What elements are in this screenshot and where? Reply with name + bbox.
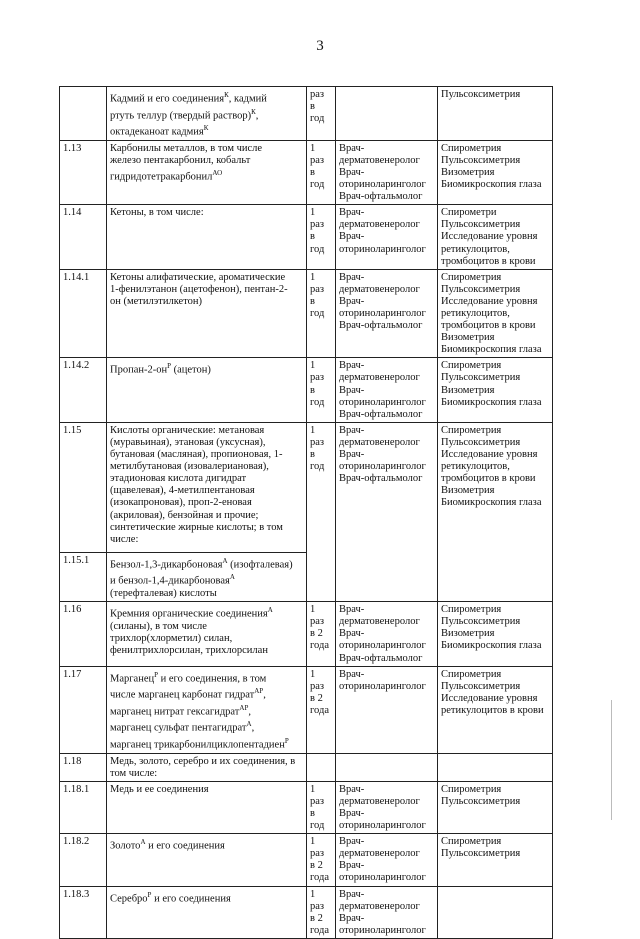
row-number: 1.18.1 bbox=[63, 783, 90, 795]
tests-cell bbox=[438, 886, 553, 938]
test-line: Пульсоксиметрия bbox=[441, 436, 521, 448]
frequency-cell bbox=[307, 666, 336, 753]
test-line: Пульсоксиметрия bbox=[441, 89, 521, 100]
frequency-line: в 2 bbox=[310, 692, 323, 704]
frequency-line: раз bbox=[310, 154, 325, 166]
substance-name-line: Кислоты органические: метановая bbox=[110, 424, 265, 436]
substance-name-line: (изокапроновая), проп-2-еновая bbox=[110, 497, 252, 509]
test-line: Биомикроскопия глаза bbox=[441, 179, 542, 191]
frequency-line: год bbox=[310, 243, 325, 255]
frequency-cell bbox=[307, 602, 336, 666]
frequency-line: года bbox=[310, 704, 329, 716]
doctors-cell bbox=[336, 753, 438, 781]
substance-name-line: октадеканоат кадмия$^К$ bbox=[110, 124, 209, 138]
substance-name-line: (акриловая), бензойная и прочие; bbox=[110, 509, 259, 521]
frequency-cell bbox=[307, 205, 336, 269]
substance-name-line: трихлор(хлорметил) силан, bbox=[110, 632, 233, 644]
doctor-line: Врач- bbox=[339, 166, 365, 178]
table-row bbox=[60, 602, 553, 666]
scan-edge-mark bbox=[611, 700, 612, 820]
doctor-line: дерматовенеролог bbox=[339, 795, 420, 807]
doctor-line: Врач- bbox=[339, 271, 365, 283]
table-row bbox=[60, 666, 553, 753]
tests-cell bbox=[438, 87, 553, 141]
doctors-cell bbox=[336, 886, 438, 938]
frequency-cell bbox=[307, 358, 336, 422]
frequency-line: 1 bbox=[310, 424, 316, 436]
frequency-line: 1 bbox=[310, 207, 316, 219]
test-line: Спирометрия bbox=[441, 424, 502, 436]
tests-cell bbox=[438, 269, 553, 358]
frequency-line: раз bbox=[310, 900, 325, 912]
row-number: 1.16 bbox=[63, 604, 82, 616]
row-number-cell bbox=[60, 358, 107, 422]
row-number: 1.13 bbox=[63, 142, 82, 154]
row-number-cell bbox=[60, 666, 107, 753]
table-row bbox=[60, 781, 553, 833]
substance-name-line: бутановая (масляная), пропионовая, 1- bbox=[110, 449, 283, 461]
doctor-line: дерматовенеролог bbox=[339, 616, 420, 628]
substance-name-line: (терефталевая) кислоты bbox=[110, 588, 217, 600]
table-row bbox=[60, 358, 553, 422]
doctor-line: Врач-офтальмолог bbox=[339, 191, 423, 203]
doctor-line: дерматовенеролог bbox=[339, 900, 420, 912]
row-number: 1.17 bbox=[63, 668, 82, 680]
frequency-line: 1 bbox=[310, 836, 316, 848]
doctor-line: Врач- bbox=[339, 207, 365, 219]
tests-cell bbox=[438, 205, 553, 269]
frequency-cell bbox=[307, 781, 336, 833]
doctor-line: Врач- bbox=[339, 424, 365, 436]
frequency-line: в bbox=[310, 807, 315, 819]
substance-name-cell bbox=[107, 666, 307, 753]
frequency-cell bbox=[307, 269, 336, 358]
substance-name-cell bbox=[107, 781, 307, 833]
test-line: Визометрия bbox=[441, 628, 495, 640]
test-line: Визометрия bbox=[441, 384, 495, 396]
test-line: Исследование уровня bbox=[441, 692, 538, 704]
test-line: Исследование уровня bbox=[441, 449, 538, 461]
tests-cell bbox=[438, 422, 553, 552]
frequency-cell bbox=[307, 552, 336, 601]
frequency-line: 1 bbox=[310, 271, 316, 283]
doctor-line: оториноларинголог bbox=[339, 396, 426, 408]
frequency-line: 1 bbox=[310, 360, 316, 372]
tests-cell bbox=[438, 834, 553, 886]
test-line: Пульсоксиметрия bbox=[441, 616, 521, 628]
tests-cell bbox=[438, 666, 553, 753]
frequency-line: год bbox=[310, 820, 325, 832]
tests-cell bbox=[438, 781, 553, 833]
substance-name-line: фенилтрихлорсилан, трихлорсилан bbox=[110, 644, 268, 656]
substance-name-cell bbox=[107, 205, 307, 269]
test-line: тромбоцитов в крови bbox=[441, 320, 536, 332]
doctor-line: оториноларинголог bbox=[339, 680, 426, 692]
test-line: тромбоцитов в крови bbox=[441, 473, 536, 485]
doctors-cell bbox=[336, 269, 438, 358]
substance-name-line: (силаны), в том числе bbox=[110, 620, 207, 632]
test-line: Спирометрия bbox=[441, 271, 502, 283]
doctor-line: Врач- bbox=[339, 668, 365, 680]
substance-name-line: Медь и ее соединения bbox=[110, 783, 209, 795]
substance-name-line: марганец сульфат пентагидрат$^А$, bbox=[110, 720, 255, 734]
doctor-line: дерматовенеролог bbox=[339, 372, 420, 384]
table-row bbox=[60, 886, 553, 938]
doctor-line: Врач-офтальмолог bbox=[339, 408, 423, 420]
doctor-line: дерматовенеролог bbox=[339, 283, 420, 295]
doctor-line: Врач-офтальмолог bbox=[339, 320, 423, 332]
test-line: ретикулоцитов в крови bbox=[441, 704, 544, 716]
test-line: Спирометри bbox=[441, 207, 497, 219]
test-line: ретикулоцитов, bbox=[441, 461, 510, 473]
table-row bbox=[60, 205, 553, 269]
substance-name-cell bbox=[107, 834, 307, 886]
test-line: Визометрия bbox=[441, 166, 495, 178]
substance-name-cell bbox=[107, 269, 307, 358]
substance-name-line: этадионовая кислота дигидрат bbox=[110, 473, 247, 485]
doctors-cell bbox=[336, 602, 438, 666]
frequency-cell bbox=[307, 87, 336, 141]
row-number: 1.18.2 bbox=[63, 836, 90, 848]
test-line: Биомикроскопия глаза bbox=[441, 396, 542, 408]
substance-name-line: ртуть теллур (твердый раствор)$^К$, bbox=[110, 107, 259, 122]
substance-name-cell bbox=[107, 140, 307, 204]
doctors-cell bbox=[336, 834, 438, 886]
frequency-line: в bbox=[310, 166, 315, 178]
table-row bbox=[60, 140, 553, 204]
doctor-line: оториноларинголог bbox=[339, 924, 426, 936]
row-number: 1.15.1 bbox=[63, 554, 90, 566]
row-number-cell bbox=[60, 753, 107, 781]
frequency-line: 1 bbox=[310, 604, 316, 616]
frequency-line: раз bbox=[310, 219, 325, 231]
doctors-cell bbox=[336, 205, 438, 269]
doctor-line: Врач- bbox=[339, 888, 365, 900]
substance-name-cell bbox=[107, 358, 307, 422]
table-row bbox=[60, 552, 553, 601]
substance-name-line: Кадмий и его соединения$^К$, кадмий bbox=[110, 91, 267, 105]
substance-name-line: числе марганец карбонат гидрат$^{АР}$, bbox=[110, 687, 266, 701]
doctor-line: Врач- bbox=[339, 783, 365, 795]
frequency-line: год bbox=[310, 179, 325, 191]
tests-cell bbox=[438, 358, 553, 422]
frequency-line: 1 bbox=[310, 142, 316, 154]
frequency-line: год bbox=[310, 113, 325, 125]
tests-cell bbox=[438, 602, 553, 666]
doctor-line: Врач- bbox=[339, 360, 365, 372]
substance-name-line: железо пентакарбонил, кобальт bbox=[110, 154, 251, 166]
substance-name-line: 1-фенилэтанон (ацетофенон), пентан-2- bbox=[110, 283, 288, 295]
substance-name-line: Бензол-1,3-дикарбоновая$^А$ (изофталевая) bbox=[110, 556, 293, 571]
substance-name-line: числе: bbox=[110, 533, 139, 545]
row-number-cell bbox=[60, 205, 107, 269]
table-row bbox=[60, 753, 553, 781]
frequency-line: года bbox=[310, 872, 329, 884]
doctor-line: оториноларинголог bbox=[339, 872, 426, 884]
doctor-line: дерматовенеролог bbox=[339, 436, 420, 448]
table-row bbox=[60, 269, 553, 358]
substance-name-cell bbox=[107, 753, 307, 781]
substance-name-line: Пропан-$2-он^Р$ (ацетон) bbox=[110, 362, 211, 376]
substance-name-line: Карбонилы металлов, в том числе bbox=[110, 142, 263, 154]
frequency-line: год bbox=[310, 308, 325, 319]
doctor-line: Врач- bbox=[339, 836, 365, 848]
frequency-cell bbox=[307, 422, 336, 552]
frequency-cell bbox=[307, 140, 336, 204]
frequency-line: в bbox=[310, 384, 315, 396]
hazard-table bbox=[59, 86, 553, 939]
frequency-cell bbox=[307, 886, 336, 938]
frequency-line: 1 bbox=[310, 668, 316, 680]
doctor-line: дерматовенеролог bbox=[339, 219, 420, 231]
doctor-line: Врач- bbox=[339, 604, 365, 616]
substance-name-line: марганец нитрат гексагидрат$^{АР}$, bbox=[110, 703, 251, 718]
row-number-cell bbox=[60, 552, 107, 601]
frequency-line: в bbox=[310, 101, 315, 113]
row-number-cell bbox=[60, 87, 107, 141]
test-line: Спирометрия bbox=[441, 360, 502, 372]
table-row bbox=[60, 87, 553, 141]
test-line: Пульсоксиметрия bbox=[441, 154, 521, 166]
frequency-line: раз bbox=[310, 436, 325, 448]
test-line: Спирометрия bbox=[441, 836, 502, 848]
substance-name-line: (щавелевая), 4-метилпентановая bbox=[110, 485, 255, 497]
doctor-line: Врач- bbox=[339, 449, 365, 461]
frequency-line: раз bbox=[310, 616, 325, 628]
substance-name-line: Марганец$^Р$ и его соединения, в том bbox=[110, 670, 267, 685]
row-number-cell bbox=[60, 781, 107, 833]
frequency-line: 1 bbox=[310, 783, 316, 795]
doctor-line: оториноларинголог bbox=[339, 308, 426, 319]
test-line: Биомикроскопия глаза bbox=[441, 344, 542, 356]
test-line: Исследование уровня bbox=[441, 231, 538, 243]
doctor-line: оториноларинголог bbox=[339, 243, 426, 255]
row-number: 1.18.3 bbox=[63, 888, 90, 900]
tests-cell bbox=[438, 140, 553, 204]
page-number: 3 bbox=[316, 38, 324, 54]
table-row bbox=[60, 834, 553, 886]
doctor-line: Врач- bbox=[339, 860, 365, 872]
doctors-cell bbox=[336, 358, 438, 422]
substance-name-line: Медь, золото, серебро и их соединения, в bbox=[110, 755, 296, 767]
doctor-line: Врач- bbox=[339, 384, 365, 396]
substance-name-line: Золото$^А$ и его соединения bbox=[110, 838, 225, 852]
test-line: Визометрия bbox=[441, 485, 495, 497]
test-line: Пульсоксиметрия bbox=[441, 372, 521, 384]
tests-cell bbox=[438, 552, 553, 601]
substance-name-line: он (метилэтилкетон) bbox=[110, 295, 203, 307]
substance-name-cell bbox=[107, 602, 307, 666]
substance-name-line: гидридотетракарбонил$^{АО}$ bbox=[110, 168, 223, 183]
doctor-line: Врач-офтальмолог bbox=[339, 473, 423, 485]
doctor-line: оториноларинголог bbox=[339, 820, 426, 832]
test-line: Спирометрия bbox=[441, 783, 502, 795]
row-number: 1.14.2 bbox=[63, 360, 90, 372]
substance-name-line: Кетоны, в том числе: bbox=[110, 207, 204, 219]
doctors-cell bbox=[336, 552, 438, 601]
test-line: Визометрия bbox=[441, 332, 495, 344]
substance-name-line: метилбутановая (изовалериановая), bbox=[110, 461, 269, 473]
doctor-line: Врач- bbox=[339, 142, 365, 154]
frequency-line: в 2 bbox=[310, 628, 323, 640]
frequency-line: в 2 bbox=[310, 860, 323, 872]
row-number-cell bbox=[60, 269, 107, 358]
substance-name-line: (муравьиная), этановая (уксусная), bbox=[110, 436, 266, 448]
substance-name-line: синтетические жирные кислоты; в том bbox=[110, 521, 283, 533]
substance-name-cell bbox=[107, 552, 307, 601]
substance-name-cell bbox=[107, 422, 307, 552]
frequency-line: раз bbox=[310, 283, 325, 295]
substance-name-line: марганец трикарбонилциклопентадиен$^Р$ bbox=[110, 736, 289, 751]
doctors-cell bbox=[336, 781, 438, 833]
test-line: ретикулоцитов, bbox=[441, 243, 510, 255]
substance-name-line: Кетоны алифатические, ароматические bbox=[110, 271, 286, 283]
row-number: 1.15 bbox=[63, 424, 82, 436]
frequency-line: года bbox=[310, 924, 329, 936]
doctor-line: дерматовенеролог bbox=[339, 848, 420, 860]
frequency-line: раз bbox=[310, 795, 325, 807]
frequency-cell bbox=[307, 834, 336, 886]
row-number-cell bbox=[60, 886, 107, 938]
test-line: Пульсоксиметрия bbox=[441, 219, 521, 231]
test-line: Исследование уровня bbox=[441, 295, 538, 307]
doctors-cell bbox=[336, 666, 438, 753]
substance-name-cell bbox=[107, 886, 307, 938]
frequency-cell bbox=[307, 753, 336, 781]
frequency-line: год bbox=[310, 461, 325, 473]
doctor-line: Врач- bbox=[339, 628, 365, 640]
doctor-line: Врач- bbox=[339, 912, 365, 924]
substance-name-line: Серебро$^Р$ и его соединения bbox=[110, 890, 231, 904]
substance-name-cell bbox=[107, 87, 307, 141]
frequency-line: в 2 bbox=[310, 912, 323, 924]
doctor-line: Врач- bbox=[339, 295, 365, 307]
doctors-cell bbox=[336, 140, 438, 204]
row-number-cell bbox=[60, 422, 107, 552]
row-number-cell bbox=[60, 140, 107, 204]
frequency-line: раз bbox=[310, 89, 325, 100]
table-body bbox=[60, 87, 553, 939]
frequency-line: год bbox=[310, 396, 325, 408]
doctors-cell bbox=[336, 87, 438, 141]
row-number: 1.18 bbox=[63, 755, 82, 767]
frequency-line: в bbox=[310, 449, 315, 461]
frequency-line: раз bbox=[310, 680, 325, 692]
test-line: Пульсоксиметрия bbox=[441, 283, 521, 295]
substance-name-line: и бензол-1,4-дикарбоновая$^А$ bbox=[110, 573, 235, 587]
row-number: 1.14.1 bbox=[63, 271, 90, 283]
test-line: тромбоцитов в крови bbox=[441, 255, 536, 267]
row-number: 1.14 bbox=[63, 207, 82, 219]
test-line: Спирометрия bbox=[441, 142, 502, 154]
test-line: Пульсоксиметрия bbox=[441, 848, 521, 860]
test-line: Биомикроскопия глаза bbox=[441, 497, 542, 509]
frequency-line: раз bbox=[310, 848, 325, 860]
test-line: Спирометрия bbox=[441, 668, 502, 680]
tests-cell bbox=[438, 753, 553, 781]
frequency-line: 1 bbox=[310, 888, 316, 900]
frequency-line: в bbox=[310, 231, 315, 243]
test-line: Биомикроскопия глаза bbox=[441, 640, 542, 652]
frequency-line: раз bbox=[310, 372, 325, 384]
row-number-cell bbox=[60, 602, 107, 666]
doctor-line: Врач-офтальмолог bbox=[339, 652, 423, 664]
doctor-line: Врач- bbox=[339, 231, 365, 243]
row-number-cell bbox=[60, 834, 107, 886]
test-line: Спирометрия bbox=[441, 604, 502, 616]
doctor-line: оториноларинголог bbox=[339, 179, 426, 191]
test-line: ретикулоцитов, bbox=[441, 308, 510, 319]
doctor-line: оториноларинголог bbox=[339, 461, 426, 473]
doctor-line: оториноларинголог bbox=[339, 640, 426, 652]
table-row bbox=[60, 422, 553, 552]
doctor-line: Врач- bbox=[339, 807, 365, 819]
test-line: Пульсоксиметрия bbox=[441, 680, 521, 692]
doctors-cell bbox=[336, 422, 438, 552]
substance-name-line: Кремния органические соединения$^А$ bbox=[110, 606, 273, 620]
doctor-line: дерматовенеролог bbox=[339, 154, 420, 166]
test-line: Пульсоксиметрия bbox=[441, 795, 521, 807]
frequency-line: в bbox=[310, 295, 315, 307]
frequency-line: года bbox=[310, 640, 329, 652]
substance-name-line: том числе: bbox=[110, 767, 158, 779]
